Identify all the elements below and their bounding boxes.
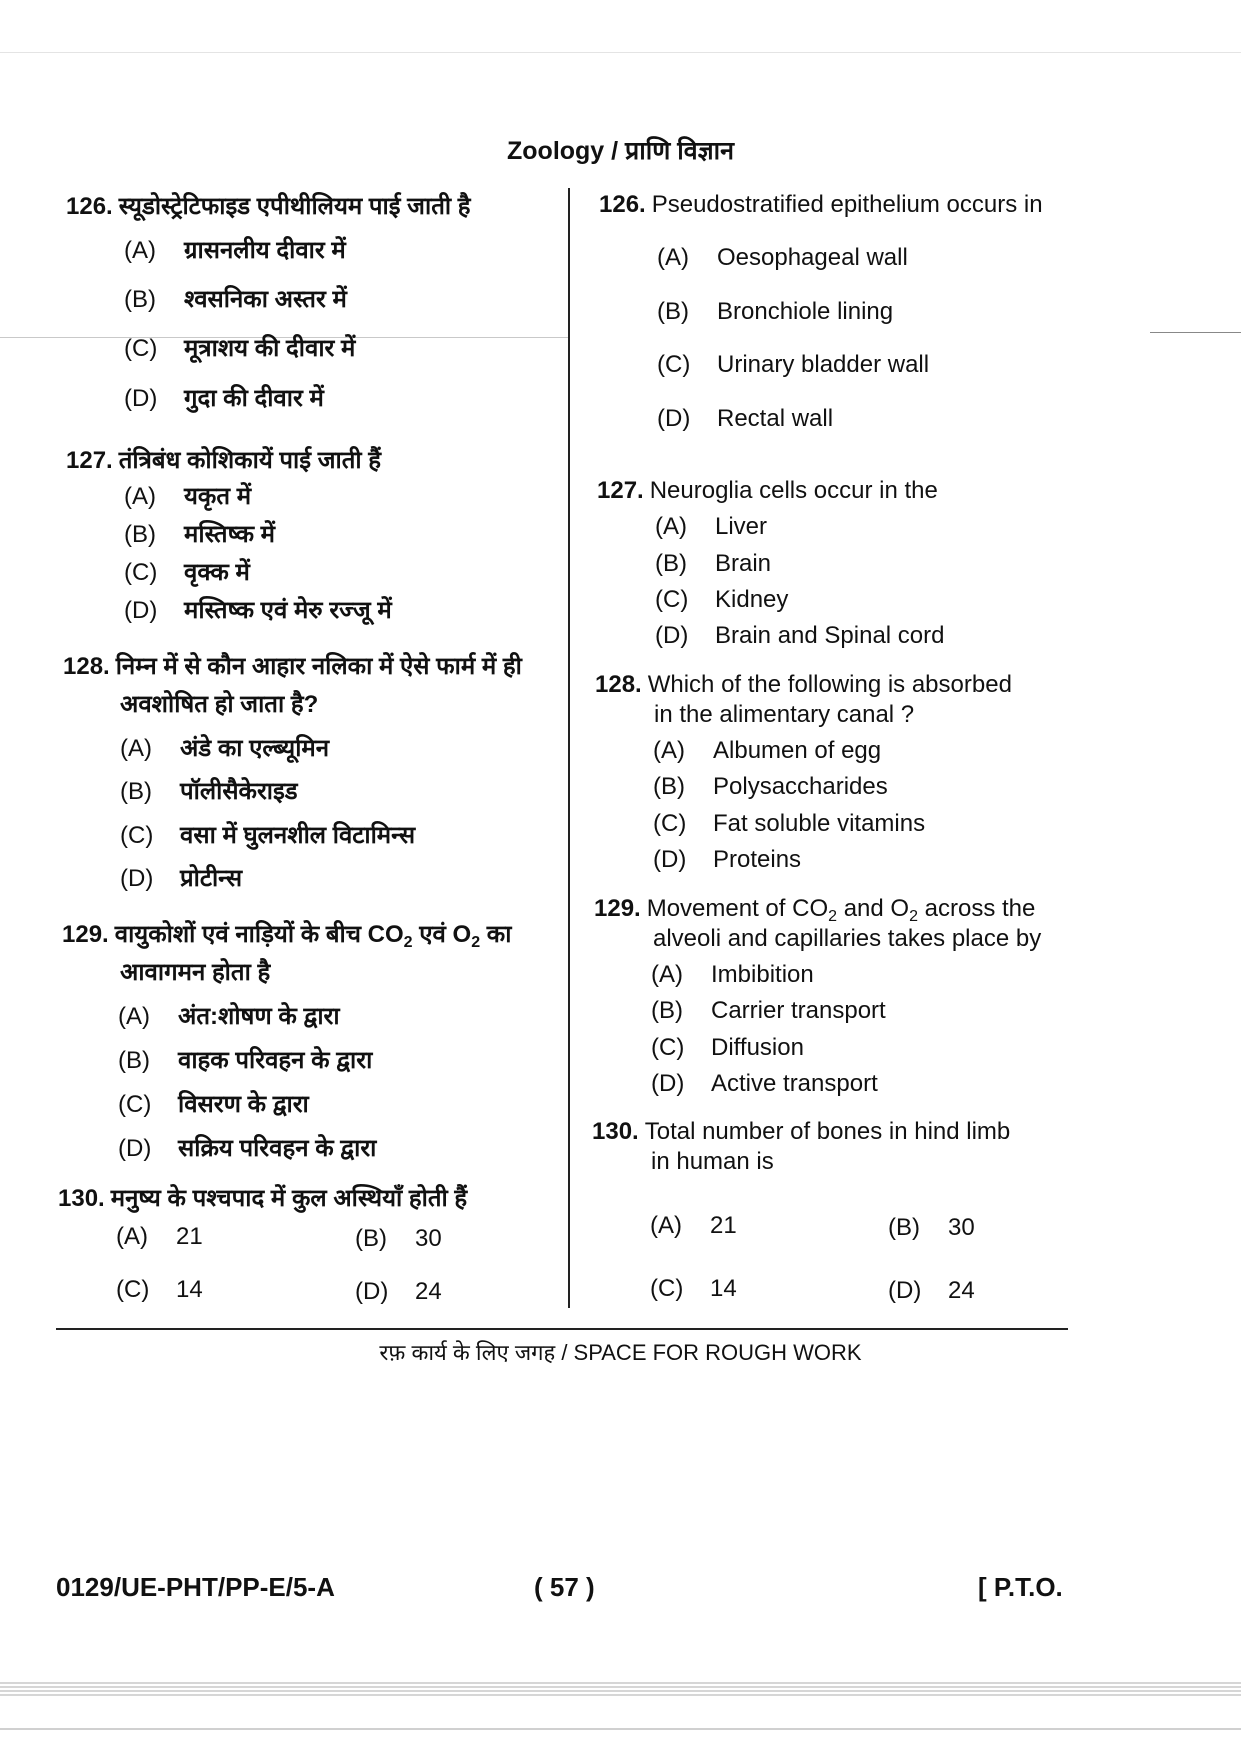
rough-work-label: रफ़ कार्य के लिए जगह / SPACE FOR ROUGH WORK xyxy=(379,1340,862,1365)
question-129-hindi: 129. वायुकोशों एवं नाड़ियों के बीच $CO_2$ एवं $O_2$ का xyxy=(62,921,512,951)
scan-artifact-line xyxy=(1150,332,1241,333)
scan-edge-line xyxy=(0,1728,1241,1730)
option-a: (A) ग्रासनलीय दीवार में xyxy=(124,237,346,264)
bottom-rule xyxy=(56,1328,1068,1330)
option-b: (B) श्वसनिका अस्तर में xyxy=(124,286,347,313)
question-130-hindi: 130. मनुष्य के पश्चपाद में कुल अस्थियाँ होती हैं xyxy=(58,1185,468,1212)
option-c: (C) Kidney xyxy=(655,586,789,613)
page-number: ( 57 ) xyxy=(534,1572,595,1602)
scan-edge-top xyxy=(0,52,1241,53)
option-a: (A) Imbibition xyxy=(651,961,814,988)
option-c: (C) वृक्क में xyxy=(124,559,250,586)
option-d: (D) प्रोटीन्स xyxy=(120,865,243,892)
option-b: (B) वाहक परिवहन के द्वारा xyxy=(118,1047,373,1074)
question-127-hindi: 127. तंत्रिबंध कोशिकायें पाई जाती हैं xyxy=(66,447,382,474)
option-d: (D) गुदा की दीवार में xyxy=(124,385,324,412)
option-d: (D) सक्रिय परिवहन के द्वारा xyxy=(118,1135,377,1162)
option-c: (C) Fat soluble vitamins xyxy=(653,810,926,837)
option-b: (B) 30 xyxy=(355,1225,442,1252)
option-d: (D) 24 xyxy=(355,1278,442,1305)
option-b: (B) Brain xyxy=(655,550,772,577)
question-128-hindi-line2: अवशोषित हो जाता है? xyxy=(120,691,319,718)
option-c: (C) मूत्राशय की दीवार में xyxy=(124,335,356,362)
option-d: (D) मस्तिष्क एवं मेरु रज्जू में xyxy=(124,597,392,624)
question-129-english-line2: alveoli and capillaries takes place by xyxy=(653,925,1042,952)
option-a: (A) 21 xyxy=(650,1212,737,1239)
paper-code: 0129/UE-PHT/PP-E/5-A xyxy=(56,1572,335,1602)
question-127-english: 127. Neuroglia cells occur in the xyxy=(597,477,938,504)
option-b: (B) मस्तिष्क में xyxy=(124,521,276,548)
option-b: (B) Bronchiole lining xyxy=(657,298,894,325)
option-b: (B) पॉलीसैकेराइड xyxy=(120,778,298,805)
option-a: (A) यकृत में xyxy=(124,483,252,510)
question-130-english: 130. Total number of bones in hind limb xyxy=(592,1118,1011,1145)
question-128-hindi: 128. निम्न में से कौन आहार नलिका में ऐसे फार्म में ही xyxy=(63,653,522,680)
question-130-english-line2: in human is xyxy=(651,1148,774,1175)
option-c: (C) विसरण के द्वारा xyxy=(118,1091,309,1118)
option-d: (D) 24 xyxy=(888,1277,975,1304)
option-c: (C) Diffusion xyxy=(651,1034,804,1061)
option-a: (A) अंत:शोषण के द्वारा xyxy=(118,1003,340,1030)
option-c: (C) वसा में घुलनशील विटामिन्स xyxy=(120,822,416,849)
option-d: (D) Rectal wall xyxy=(657,405,834,432)
column-divider xyxy=(568,188,570,1308)
page-title: Zoology / प्राणि विज्ञान xyxy=(507,137,734,165)
question-129-english: 129. Movement of $CO_2$ and $O_2$ across the xyxy=(594,895,1036,925)
option-c: (C) 14 xyxy=(650,1275,737,1302)
option-d: (D) Brain and Spinal cord xyxy=(655,622,945,649)
scan-edge-bands xyxy=(0,1680,1241,1696)
option-b: (B) Polysaccharides xyxy=(653,773,888,800)
question-126-english: 126. Pseudostratified epithelium occurs in xyxy=(599,191,1043,218)
option-a: (A) Albumen of egg xyxy=(653,737,882,764)
option-a: (A) 21 xyxy=(116,1223,203,1250)
pto-label: [ P.T.O. xyxy=(978,1572,1063,1602)
option-c: (C) 14 xyxy=(116,1276,203,1303)
option-d: (D) Active transport xyxy=(651,1070,878,1097)
question-129-hindi-line2: आवागमन होता है xyxy=(120,959,271,986)
option-a: (A) Oesophageal wall xyxy=(657,244,908,271)
option-c: (C) Urinary bladder wall xyxy=(657,351,930,378)
question-128-english-line2: in the alimentary canal ? xyxy=(654,701,915,728)
question-128-english: 128. Which of the following is absorbed xyxy=(595,671,1012,698)
option-a: (A) Liver xyxy=(655,513,768,540)
option-b: (B) 30 xyxy=(888,1214,975,1241)
option-b: (B) Carrier transport xyxy=(651,997,886,1024)
option-d: (D) Proteins xyxy=(653,846,802,873)
option-a: (A) अंडे का एल्ब्यूमिन xyxy=(120,735,330,762)
question-126-hindi: 126. स्यूडोस्ट्रेटिफाइड एपीथीलियम पाई जाती है xyxy=(66,193,471,220)
